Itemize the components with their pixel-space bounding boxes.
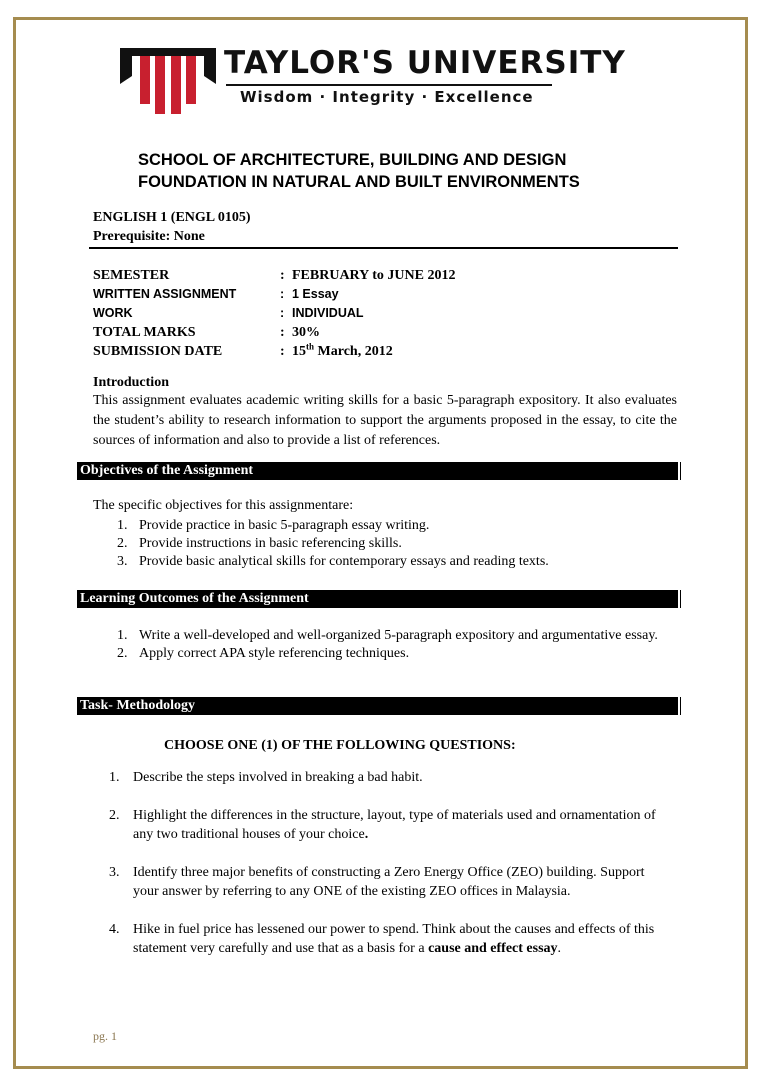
list-item: 1. Provide practice in basic 5-paragraph essay writing. <box>117 518 430 533</box>
course-title: ENGLISH 1 (ENGL 0105) <box>93 210 251 225</box>
section-heading-outcomes: Learning Outcomes of the Assignment <box>77 590 681 608</box>
university-name: TAYLOR'S UNIVERSITY <box>224 45 626 81</box>
meta-label: WRITTEN ASSIGNMENT <box>93 287 237 301</box>
page-number: pg. 1 <box>93 1029 117 1043</box>
meta-label: WORK <box>93 306 133 320</box>
question-item: 3. Identify three major benefits of constructing a Zero Energy Office (ZEO) building. Support your answer by referring to any ONE of the existing ZEO offices in Malaysia. <box>109 865 645 899</box>
meta-label: SUBMISSION DATE <box>93 344 223 359</box>
divider-line <box>89 247 678 249</box>
logo-divider <box>226 84 552 86</box>
outcomes-list <box>117 627 687 663</box>
university-crest-icon <box>118 40 218 120</box>
list-item: 2. Apply correct APA style referencing techniques. <box>117 646 410 661</box>
program-name: FOUNDATION IN NATURAL AND BUILT ENVIRONMENTS <box>138 173 580 191</box>
meta-value: FEBRUARY to JUNE 2012 <box>292 268 456 283</box>
section-heading-task: Task- Methodology <box>77 697 681 715</box>
school-name: SCHOOL OF ARCHITECTURE, BUILDING AND DESIGN <box>138 151 567 169</box>
course-info <box>93 208 251 246</box>
meta-label: TOTAL MARKS <box>93 325 196 340</box>
introduction-text: This assignment evaluates academic writing skills for a basic 5-paragraph expository. It also evaluates the student’s ability to research information to support the arguments proposed in the essay, to cite the sources of information and also to provide a list of references. <box>93 393 677 448</box>
question-item: 1. Describe the steps involved in breaking a bad habit. <box>109 770 423 785</box>
meta-label: SEMESTER <box>93 268 170 283</box>
meta-value: 30% <box>292 325 320 340</box>
meta-value: INDIVIDUAL <box>292 306 364 320</box>
school-heading <box>138 149 580 193</box>
list-item: 2. Provide instructions in basic referencing skills. <box>117 536 402 551</box>
university-logo <box>118 40 626 120</box>
list-item: 3. Provide basic analytical skills for contemporary essays and reading texts. <box>117 554 549 569</box>
objectives-list <box>117 517 687 571</box>
question-item: 4. Hike in fuel price has lessened our power to spend. Think about the causes and effects of this statement very carefully and use that as a basis for a cause and effect essay. <box>109 922 655 956</box>
meta-value: 15th March, 2012 <box>292 341 393 359</box>
question-item: 2. Highlight the differences in the structure, layout, type of materials used and ornamentation of any two traditional houses of your choice. <box>109 808 656 842</box>
section-heading-objectives: Objectives of the Assignment <box>77 462 681 480</box>
list-item: 1. Write a well-developed and well-organized 5-paragraph expository and argumentative essay. <box>117 628 658 643</box>
university-motto: Wisdom · Integrity · Excellence <box>240 88 534 106</box>
objectives-intro: The specific objectives for this assignmentare: <box>93 498 354 513</box>
questions-list <box>109 768 669 977</box>
task-instruction: CHOOSE ONE (1) OF THE FOLLOWING QUESTIONS: <box>164 738 516 753</box>
introduction-title: Introduction <box>93 375 169 390</box>
meta-value: 1 Essay <box>292 287 339 301</box>
course-prerequisite: Prerequisite: None <box>93 229 205 244</box>
